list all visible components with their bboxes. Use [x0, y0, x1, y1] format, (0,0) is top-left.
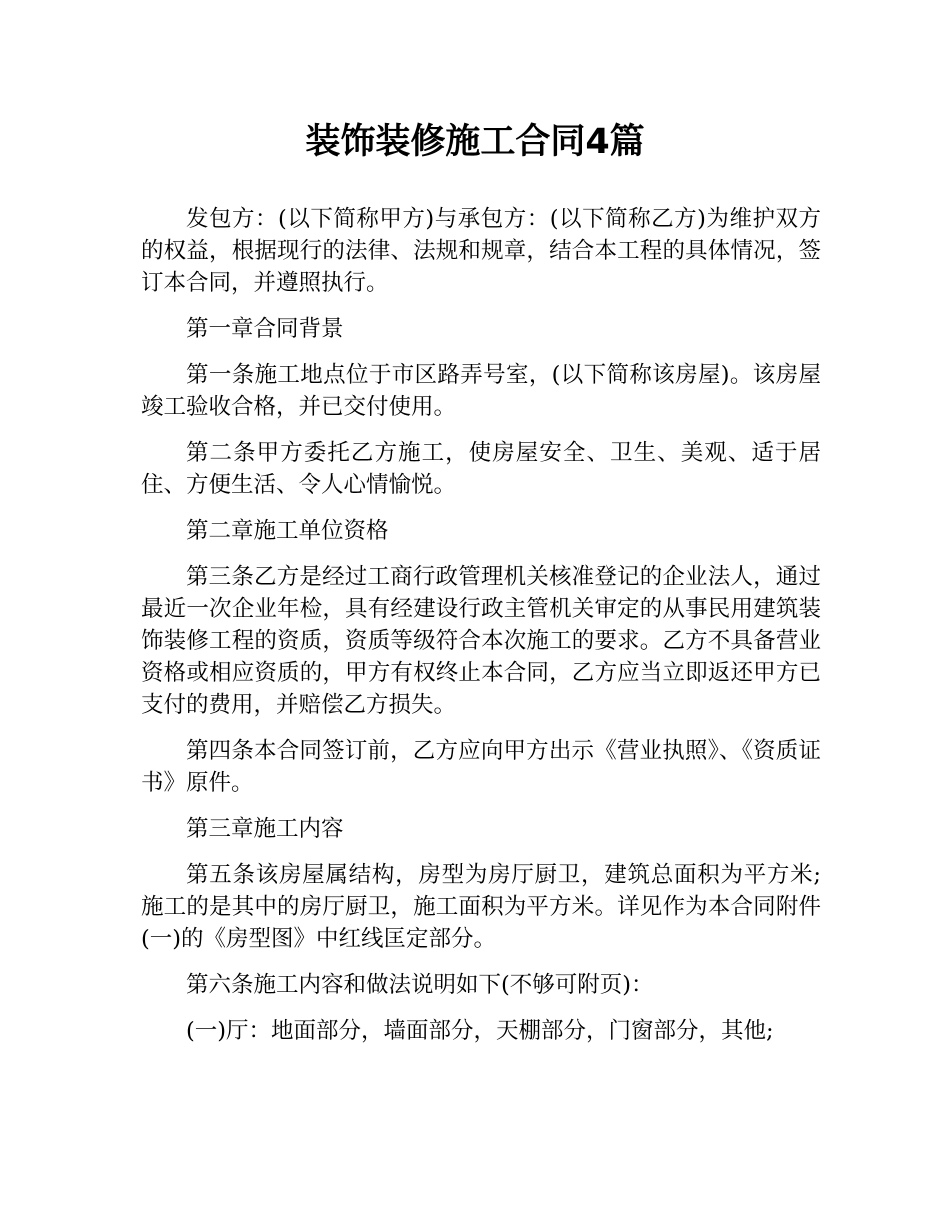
document-title: 装饰装修施工合同4篇: [305, 122, 645, 162]
article-paragraph: 第三条乙方是经过工商行政管理机关核准登记的企业法人，通过最近一次企业年检，具有经建设行政主管机关审定的从事民用建筑装饰装修工程的资质，资质等级符合本次施工的要求。乙方不具备营业资格或相应资质的，甲方有权终止本合同，乙方应当立即返还甲方已支付的费用，并赔偿乙方损失。: [141, 564, 821, 718]
list-item-paragraph: (一)厅：地面部分，墙面部分，天棚部分，门窗部分，其他;: [186, 1018, 774, 1044]
article-paragraph: 第六条施工内容和做法说明如下(不够可附页)：: [186, 972, 654, 998]
document-body: [141, 203, 821, 1061]
chapter-heading: 第二章施工单位资格: [186, 518, 389, 544]
article-paragraph: 第二条甲方委托乙方施工，使房屋安全、卫生、美观、适于居住、方便生活、令人心情愉悦。: [141, 440, 821, 498]
article-paragraph: 第一条施工地点位于市区路弄号室，(以下简称该房屋)。该房屋竣工验收合格，并已交付使用。: [141, 362, 821, 420]
chapter-heading: 第三章施工内容: [186, 816, 344, 842]
preamble-paragraph: 发包方：(以下简称甲方)与承包方：(以下简称乙方)为维护双方的权益，根据现行的法律、法规和规章，结合本工程的具体情况，签订本合同，并遵照执行。: [141, 206, 821, 296]
article-paragraph: 第四条本合同签订前，乙方应向甲方出示《营业执照》、《资质证书》原件。: [141, 738, 821, 796]
article-paragraph: 第五条该房屋属结构，房型为房厅厨卫，建筑总面积为平方米;施工的是其中的房厅厨卫，施工面积为平方米。详见作为本合同附件(一)的《房型图》中红线匡定部分。: [141, 862, 821, 952]
chapter-heading: 第一章合同背景: [186, 316, 344, 342]
